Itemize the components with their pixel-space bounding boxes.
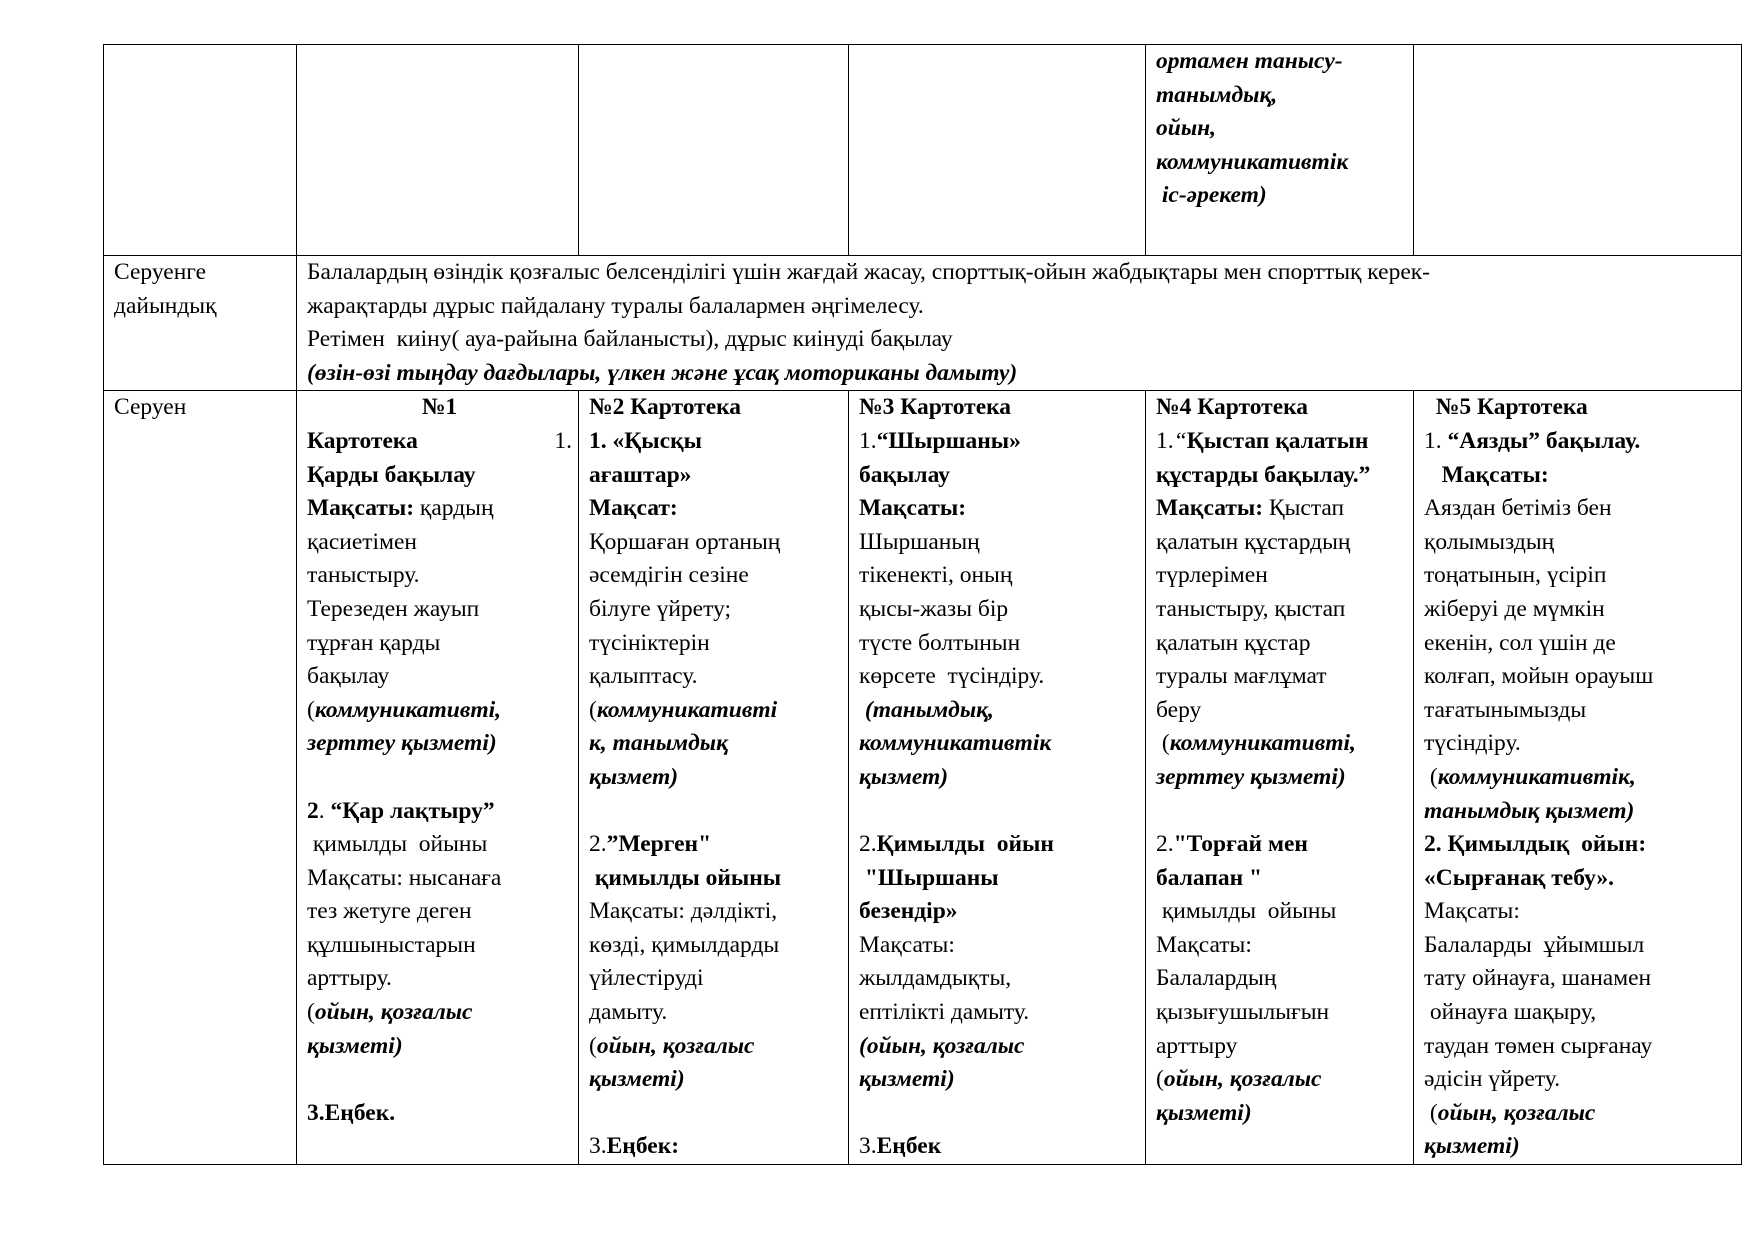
text-line: Мақсаты: <box>859 495 967 522</box>
text-span: коммуникативтік, <box>1437 763 1636 790</box>
text-line: 3.Еңбек. <box>307 1099 396 1126</box>
text-line <box>1156 492 1407 526</box>
text-line: көрсете түсіндіру. <box>859 663 1045 690</box>
text-line: Шыршаның <box>859 528 980 555</box>
text-line: таудан төмен сырғанау <box>1424 1032 1653 1059</box>
text-span: 2. <box>589 831 607 858</box>
text-span: ойын, қозғалыс <box>596 1032 755 1059</box>
text-line <box>1156 1063 1407 1097</box>
text-line: қызметі) <box>1156 1099 1252 1126</box>
card-cell-2 <box>579 391 849 1165</box>
card-cell-4 <box>1146 391 1414 1165</box>
text-line: арттыру <box>1156 1032 1238 1059</box>
text-line: таныстыру. <box>307 562 420 589</box>
text-line: 1. «Қысқы <box>589 427 702 454</box>
text-span: Мақсаты: <box>1156 495 1264 522</box>
text-line: тату ойнауға, шанамен <box>1424 965 1652 992</box>
text-line: Терезеден жауып <box>307 595 480 622</box>
text-line: беру <box>1156 696 1202 723</box>
table-row <box>104 45 1742 256</box>
text-span: ойын, қозғалыс <box>1163 1066 1322 1093</box>
text-span: ( <box>1424 1099 1438 1126</box>
text-line: жіберуі де мүмкін <box>1424 595 1605 622</box>
text-line: тоңатынын, үсіріп <box>1424 562 1607 589</box>
text-line <box>307 996 572 1030</box>
text-line: дамыту. <box>589 999 668 1026</box>
walk-prep-cell <box>297 256 1742 391</box>
text-line: түсіндіру. <box>1424 730 1521 757</box>
text-line: қалатын құстар <box>1156 629 1311 656</box>
table-cell <box>849 45 1146 256</box>
text-span: 2. <box>1156 831 1174 858</box>
text-span: . <box>318 797 331 824</box>
text-span: ( <box>307 999 315 1026</box>
text-line: таныстыру, қыстап <box>1156 595 1346 622</box>
text-line: безендір» <box>859 898 958 925</box>
text-line: үйлестіруді <box>589 965 704 992</box>
text-line: қимылды ойыны <box>589 864 782 891</box>
text-line: Мақсат: <box>589 495 678 522</box>
text-span: "Торғай мен <box>1173 831 1308 858</box>
text-span: “Қар лақтыру” <box>330 797 495 824</box>
text-line: ойын, <box>1156 115 1217 142</box>
text-line: тағатынымызды <box>1424 696 1587 723</box>
text-line <box>859 425 1139 459</box>
text-line: бақылау <box>307 663 390 690</box>
text-line: жарақтарды дұрыс пайдалану туралы балалармен әңгімелесу. <box>307 292 924 319</box>
text-line: ағаштар» <box>589 461 692 488</box>
text-line: к, танымдық <box>589 730 729 757</box>
text-span: ( <box>1424 763 1438 790</box>
text-line <box>589 1030 842 1064</box>
text-line <box>307 694 572 728</box>
text-span: “Шыршаны» <box>876 427 1021 454</box>
table-row <box>104 391 1742 1165</box>
table-cell <box>1146 45 1414 256</box>
text-line: коммуникативтік <box>859 730 1052 757</box>
text-line: (өзін-өзі тыңдау дағдылары, үлкен және ұсақ моториканы дамыту) <box>307 359 1018 386</box>
text-span: коммуникативті <box>596 696 778 723</box>
text-line: қасиетімен <box>307 528 417 555</box>
row-label-cell <box>104 391 297 1165</box>
text-line: Ретімен киіну( ауа-райына байланысты), дұрыс киінуді бақылау <box>307 326 953 353</box>
text-line: зерттеу қызметі) <box>1156 763 1346 790</box>
text-line: қызметі) <box>859 1066 955 1093</box>
text-line: балапан " <box>1156 864 1263 891</box>
text-span: 1. <box>1424 427 1448 454</box>
text-line <box>589 694 842 728</box>
card-title: №3 Картотека <box>859 394 1012 421</box>
text-line: құстарды бақылау.” <box>1156 461 1371 488</box>
text-span: “ <box>1173 427 1187 454</box>
text-span: ( <box>589 1032 597 1059</box>
text-line: ойнауға шақыру, <box>1424 999 1597 1026</box>
text-line: ептілікті дамыту. <box>859 999 1030 1026</box>
schedule-table <box>103 44 1742 1165</box>
text-line: "Шыршаны <box>859 864 999 891</box>
text-line: білуге үйрету; <box>589 595 732 622</box>
text-line <box>859 1130 1139 1164</box>
text-span: 1. <box>1156 427 1174 454</box>
text-line: колғап, мойын орауыш <box>1424 663 1654 690</box>
text-line: Мақсаты: дәлдікті, <box>589 898 778 925</box>
card-title: №4 Картотека <box>1156 394 1309 421</box>
text-line: Қоршаған ортаның <box>589 528 781 555</box>
text-line: Мақсаты: <box>859 931 955 958</box>
text-line <box>1156 425 1407 459</box>
text-line: Қарды бақылау <box>307 461 476 488</box>
text-line: танымдық, <box>1156 81 1278 108</box>
text-line <box>1424 425 1735 459</box>
text-span: қардың <box>414 495 494 522</box>
table-cell <box>297 45 579 256</box>
card-cell-1 <box>297 391 579 1165</box>
text-line: қызығушылығын <box>1156 999 1330 1026</box>
text-line: әдісін үйрету. <box>1424 1066 1561 1093</box>
text-line: (ойын, қозғалыс <box>859 1032 1025 1059</box>
text-line: тұрған қарды <box>307 629 441 656</box>
text-line: түрлерімен <box>1156 562 1268 589</box>
text-line: зерттеу қызметі) <box>307 730 497 757</box>
text-span: “Аязды” бақылау. <box>1447 427 1641 454</box>
card-title: №1 <box>421 394 458 421</box>
text-line: түсте болтынын <box>859 629 1021 656</box>
text-line <box>1156 828 1407 862</box>
text-line: Мақсаты: <box>1156 931 1252 958</box>
text-line <box>1424 761 1735 795</box>
text-line: құлшыныстарын <box>307 931 476 958</box>
card-cell-3 <box>849 391 1146 1165</box>
text-line <box>859 828 1139 862</box>
text-line: іс-әрекет) <box>1156 182 1267 209</box>
text-line: қимылды ойыны <box>1156 898 1337 925</box>
text-line: 2. Қимылдық ойын: <box>1424 831 1647 858</box>
text-line: жылдамдықты, <box>859 965 1012 992</box>
text-line: бақылау <box>859 461 950 488</box>
text-line: қалыптасу. <box>589 663 698 690</box>
text-line: қалатын құстардың <box>1156 528 1351 555</box>
text-span: Картотека <box>307 427 418 454</box>
text-line: қысы-жазы бір <box>859 595 1009 622</box>
text-span: 2. <box>859 831 877 858</box>
text-line <box>1424 1097 1735 1131</box>
text-line: Балалардың <box>1156 965 1277 992</box>
text-span: Қыстап <box>1263 495 1345 522</box>
text-line: танымдық қызмет) <box>1424 797 1635 824</box>
text-span: Қимылды ойын <box>876 831 1054 858</box>
text-span: 3. <box>589 1133 607 1160</box>
card-title: №2 Картотека <box>589 394 742 421</box>
row-label-cell <box>104 256 297 391</box>
text-line <box>307 425 572 459</box>
text-line <box>307 492 572 526</box>
text-span: Мақсаты: <box>307 495 415 522</box>
text-span: ”Мерген" <box>606 831 712 858</box>
text-line: түсініктерін <box>589 629 710 656</box>
text-line: (танымдық, <box>859 696 994 723</box>
text-span: ( <box>1156 730 1170 757</box>
text-span: 1. <box>554 427 572 454</box>
text-line: қызмет) <box>589 763 679 790</box>
row-label: Серуен <box>114 394 187 421</box>
text-line: Мақсаты: нысанаға <box>307 864 502 891</box>
row-label: Серуенге <box>114 259 207 285</box>
text-span: 1. <box>859 427 877 454</box>
card-cell-5 <box>1414 391 1742 1165</box>
text-span: ( <box>589 696 597 723</box>
text-line: тез жетуге деген <box>307 898 472 925</box>
text-line: екенін, сол үшін де <box>1424 629 1616 656</box>
text-span: Еңбек <box>876 1133 942 1160</box>
text-line: қолымыздың <box>1424 528 1555 555</box>
text-line: әсемдігін сезіне <box>589 562 749 589</box>
text-line: қызметі) <box>1424 1133 1520 1160</box>
text-span: 2 <box>307 797 319 824</box>
text-line: Балаларды ұйымшыл <box>1424 931 1645 958</box>
table-cell <box>1414 45 1742 256</box>
text-span: коммуникативті, <box>1169 730 1356 757</box>
table-cell <box>579 45 849 256</box>
text-line: Балалардың өзіндік қозғалыс белсенділігі үшін жағдай жасау, спорттық-ойын жабдықтары мен спорттық керек- <box>307 259 1430 285</box>
text-line: Мақсаты: <box>1424 898 1520 925</box>
text-line: «Сырғанақ тебу». <box>1424 864 1615 891</box>
text-span: ( <box>307 696 315 723</box>
text-line: арттыру. <box>307 965 392 992</box>
card-title: №5 Картотека <box>1424 394 1588 421</box>
text-line: тікенекті, оның <box>859 562 1013 589</box>
text-span: Қыстап қалатын <box>1186 427 1369 454</box>
row-label: дайындық <box>114 292 217 319</box>
text-span: 3. <box>859 1133 877 1160</box>
text-line <box>1156 727 1407 761</box>
text-line <box>589 1130 842 1164</box>
text-span: ойын, қозғалыс <box>314 999 473 1026</box>
text-line: қызмет) <box>859 763 949 790</box>
text-line: Аяздан бетіміз бен <box>1424 495 1612 522</box>
text-line: қызметі) <box>589 1066 685 1093</box>
text-line <box>589 828 842 862</box>
text-line <box>307 795 572 829</box>
text-line: қимылды ойыны <box>307 831 488 858</box>
text-span: ( <box>1156 1066 1164 1093</box>
text-span: ойын, қозғалыс <box>1437 1099 1596 1126</box>
text-line: Мақсаты: <box>1424 461 1549 488</box>
table-cell <box>104 45 297 256</box>
text-line: қызметі) <box>307 1032 403 1059</box>
text-span: коммуникативті, <box>314 696 502 723</box>
text-line: көзді, қимылдарды <box>589 931 780 958</box>
text-line: туралы мағлұмат <box>1156 663 1327 690</box>
text-span: Еңбек: <box>606 1133 680 1160</box>
text-line: коммуникативтік <box>1156 148 1349 175</box>
table-row <box>104 256 1742 391</box>
text-line: ортамен танысу- <box>1156 48 1343 74</box>
